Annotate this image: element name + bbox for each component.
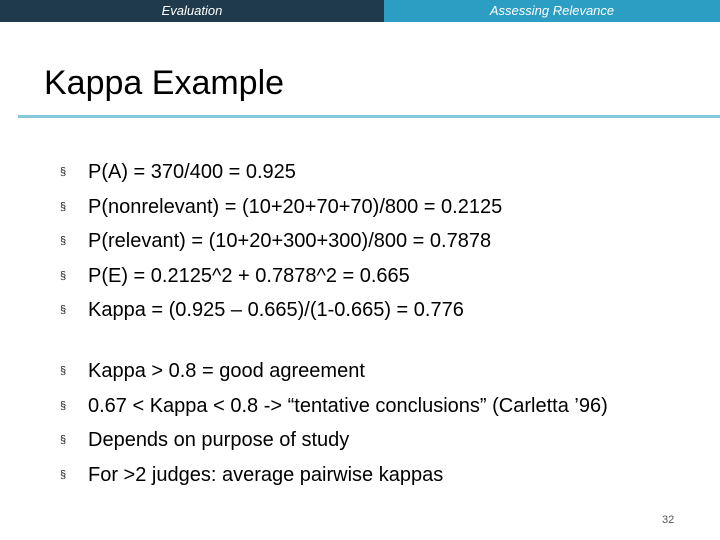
list-item-text: Kappa = (0.925 – 0.665)/(1-0.665) = 0.776 bbox=[88, 299, 464, 321]
page-number: 32 bbox=[662, 514, 675, 526]
tab-assessing-relevance[interactable]: Assessing Relevance bbox=[384, 0, 720, 22]
list-item bbox=[58, 389, 608, 424]
bullet-icon: § bbox=[60, 200, 67, 213]
list-item-text: P(A) = 370/400 = 0.925 bbox=[88, 161, 296, 183]
header-tab-bar bbox=[0, 0, 720, 22]
title-divider bbox=[18, 115, 720, 118]
list-item bbox=[58, 224, 502, 259]
list-item bbox=[58, 155, 502, 190]
list-item-text: For >2 judges: average pairwise kappas bbox=[88, 463, 444, 486]
list-item-text: P(nonrelevant) = (10+20+70+70)/800 = 0.2125 bbox=[88, 195, 503, 218]
list-item bbox=[58, 458, 608, 493]
bullet-icon: § bbox=[60, 468, 67, 481]
list-item-text: P(relevant) = (10+20+300+300)/800 = 0.7878 bbox=[88, 230, 492, 252]
list-item-text: 0.67 < Kappa < 0.8 -> “tentative conclusions” (Carletta ’96) bbox=[88, 394, 608, 417]
bullet-icon: § bbox=[60, 434, 67, 446]
bullet-icon: § bbox=[60, 399, 67, 412]
list-item bbox=[58, 190, 502, 225]
list-item bbox=[58, 293, 502, 328]
bullet-icon: § bbox=[60, 365, 67, 377]
bullet-icon: § bbox=[60, 269, 67, 282]
list-item bbox=[58, 354, 608, 389]
interpretation-list bbox=[58, 354, 608, 492]
bullet-icon: § bbox=[60, 304, 67, 316]
list-item-text: Depends on purpose of study bbox=[88, 429, 350, 451]
slide-title: Kappa Example bbox=[44, 64, 285, 102]
list-item bbox=[58, 259, 502, 294]
tab-evaluation[interactable]: Evaluation bbox=[0, 0, 384, 22]
list-item-text: P(E) = 0.2125^2 + 0.7878^2 = 0.665 bbox=[88, 264, 410, 287]
bullet-icon: § bbox=[60, 235, 67, 247]
list-item bbox=[58, 423, 608, 458]
calculation-list bbox=[58, 155, 502, 328]
list-item-text: Kappa > 0.8 = good agreement bbox=[88, 360, 365, 382]
bullet-icon: § bbox=[60, 166, 67, 178]
